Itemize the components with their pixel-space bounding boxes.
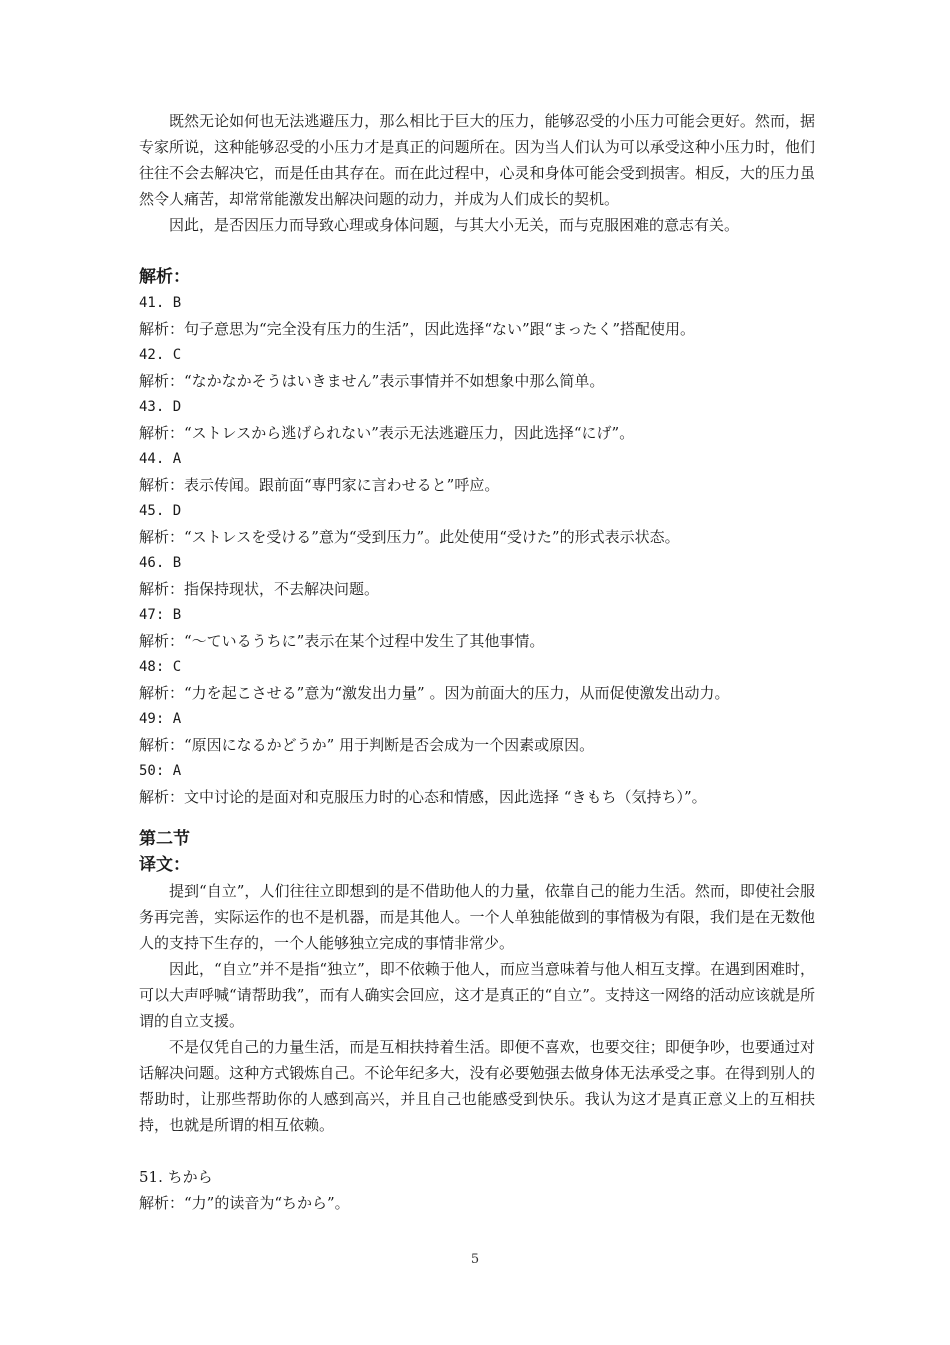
- answer-number-48: 48: C: [139, 659, 182, 675]
- passage-paragraph-2: 因此，是否因压力而导致心理或身体问题，与其大小无关，而与克服困难的意志有关。: [169, 216, 740, 234]
- page-content: [139, 108, 815, 1216]
- translation-paragraph-1: 提到“自立”，人们往往立即想到的是不借助他人的力量，依靠自己的能力生活。然而，即使社会服务再完善，实际运作的也不是机器，而是其他人。一个人单独能做到的事情极为有限，我们是在无数他人的支持下生存的，一个人能够独立完成的事情非常少。: [139, 882, 815, 952]
- answer-number-43: 43. D: [139, 399, 182, 415]
- answer-explanation-42: 解析：“なかなかそうはいきません”表示事情并不如想象中那么简单。: [139, 372, 605, 390]
- page-number: 5: [470, 1252, 480, 1267]
- answer-explanation-47: 解析：“～ているうちに”表示在某个过程中发生了其他事情。: [139, 632, 545, 650]
- answer-explanation-43: 解析：“ストレスから逃げられない”表示无法逃避压力，因此选择“にげ”。: [139, 424, 635, 442]
- answer-explanation-45: 解析：“ストレスを受ける”意为“受到压力”。此处使用“受けた”的形式表示状态。: [139, 528, 680, 546]
- answer-number-51: 51. ちから: [139, 1168, 213, 1186]
- translation-paragraph-3: 不是仅凭自己的力量生活，而是互相扶持着生活。即便不喜欢，也要交往；即便争吵，也要通过对话解决问题。这种方式锻炼自己。不论年纪多大，没有必要勉强去做身体无法承受之事。在得到别人的帮助时，让那些帮助你的人感到高兴，并且自己也能感受到快乐。我认为这才是真正意义上的互相扶持，也就是所谓的相互依赖。: [139, 1038, 815, 1134]
- answer-explanation-50: 解析：文中讨论的是面对和克服压力时的心态和情感，因此选择 “きもち（気持ち）”。: [139, 788, 707, 806]
- answer-number-42: 42. C: [139, 347, 182, 363]
- answer-explanation-41: 解析：句子意思为“完全没有压力的生活”，因此选择“ない”跟“まったく”搭配使用。: [139, 320, 696, 338]
- answer-explanation-44: 解析：表示传闻。跟前面“専門家に言わせると”呼应。: [139, 476, 500, 494]
- answer-number-49: 49: A: [139, 711, 182, 727]
- answer-explanation-51: 解析：“力”的读音为“ちから”。: [139, 1194, 350, 1212]
- answer-number-41: 41. B: [139, 295, 182, 311]
- answer-explanation-49: 解析：“原因になるかどうか” 用于判断是否会成为一个因素或原因。: [139, 736, 595, 754]
- answer-number-45: 45. D: [139, 503, 182, 519]
- answer-list: [139, 290, 815, 810]
- answer-explanation-48: 解析：“力を起こさせる”意为“激发出力量” 。因为前面大的压力，从而促使激发出动力。: [139, 684, 730, 702]
- analysis-heading: 解析：: [139, 267, 190, 287]
- answer-number-44: 44. A: [139, 451, 182, 467]
- section-title: 第二节: [139, 829, 190, 849]
- answer-number-50: 50: A: [139, 763, 182, 779]
- answer-explanation-46: 解析：指保持现状，不去解决问题。: [139, 580, 380, 598]
- translation-paragraph-2: 因此，“自立”并不是指“独立”，即不依赖于他人，而应当意味着与他人相互支撑。在遇到困难时，可以大声呼喊“请帮助我”，而有人确实会回应，这才是真正的“自立”。支持这一网络的活动应该就是所谓的自立支援。: [139, 960, 815, 1030]
- section-subtitle: 译文：: [139, 855, 190, 875]
- answer-number-47: 47: B: [139, 607, 182, 623]
- passage-paragraph-1: 既然无论如何也无法逃避压力，那么相比于巨大的压力，能够忍受的小压力可能会更好。然而，据专家所说，这种能够忍受的小压力才是真正的问题所在。因为当人们认为可以承受这种小压力时，他们往往不会去解决它，而是任由其存在。而在此过程中，心灵和身体可能会受到损害。相反，大的压力虽然令人痛苦，却常常能激发出解决问题的动力，并成为人们成长的契机。: [139, 112, 815, 208]
- answer-number-46: 46. B: [139, 555, 182, 571]
